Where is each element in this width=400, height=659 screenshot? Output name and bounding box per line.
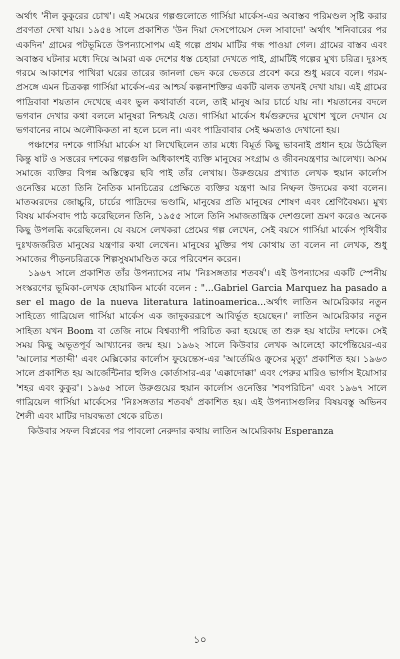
- paragraph-3: ১৯৬৭ সালে প্রকাশিত তাঁর উপন্যাসের নাম 'নিঃসঙ্গতার শতবর্ষ'। এই উপন্যাসের একটি স্পেনীয় সংস্করণের ভূমিকা-লেখক হোয়াকিন মার্কো বলেন : "...Gabriel Garcia Marquez ha pasado a ser el mago de la nueva literatura latinoamerica...অর্থাৎ লাতিন আমেরিকার নতুন সাহিত্যে গাব্রিয়েল গার্সিয়া মার্কেস এক জাদুকররূপে আবির্ভূত হয়েছেন।' লাতিন আমেরিকার নতুন সাহিত্য যখন Boom বা তেজি নামে বিশ্বব্যাপী পরিচিত করা হয়েছে তা শুরু হয় ষাটের দশকে। সেই সময় কিছু অভূতপূর্ব আখ্যানের জন্ম হয়। ১৯৬২ সালে কিউবার লেখক আলেহো কার্পেন্তিয়ের-এর 'আলোর শতাব্দী' এবং মেক্সিকোর কার্লোস ফুয়েন্তেস-এর 'আর্তেমিও ক্রুসের মৃত্যু' প্রকাশিত হয়। ১৯৬৩ সালে প্রকাশিত হয় আর্জেন্টিনার হুলিও কোর্তাসার-এর 'এক্কাদোক্কা' এবং পেরুর মারিও ভার্গাস ইয়োসার 'শহর এবং কুকুর'। ১৯৬৫ সালে উরুগুয়ের হুয়ান কার্লোস ওনেত্তির 'শবপরিচিন' এবং ১৯৬৭ সালে গাব্রিয়েল গার্সিয়া মার্কেসের 'নিঃসঙ্গতার শতবর্ষ' প্রকাশিত হয়। এই উপন্যাসগুলির বিষয়বস্তু অভিনব শৈলী এবং মাটির দায়বদ্ধতা থেকে রচিত।: [16, 268, 387, 423]
- paragraph-4: কিউবার সফল বিপ্লবের পর পাবলো নেরুদার কথায় লাতিন আমেরিকায় Esperanza: [28, 425, 334, 437]
- paragraph-1: অর্থাৎ 'নীল কুকুরের চোখ'। এই সময়ের গল্পগুলোতে গার্সিয়া মার্কেস-এর অবাস্তব পরিমণ্ডল সৃষ্টি করার প্রবণতা দেখা যায়। ১৯৫৪ সালে প্রকাশিত 'উন দিয়া দেসপোয়েস দেল সাবাদো' অর্থাৎ 'শনিবারের পর একদিন' গ্রামের পটভূমিতে উপন্যাসোপম এই গল্পে প্রথম মাটির গন্ধ পাওয়া গেল। গ্রামের বাস্তব এবং অবাস্তব ঘটনার মধ্যে দিয়ে আমরা এক দেশের ধস্ত চেহারা দেখতে পাই, গ্রামটিই গল্পের মুখ্য চরিত্র। দুঃসহ গরমে আকাশের পাখিরা ঘরের তারের জানলা ভেদ করে ভেতরে প্রবেশ করে শুধু মরবে বলে। গরম-প্রসঙ্গে এমন চিত্রকল্প গার্সিয়া মার্কেস-এর আশ্চর্য কল্পনাশক্তির একটি ঝলক তখনই দেখা যায়। এই গ্রামের পাদ্রিবাবা শয়তান দেখেছে এবং ভুল কথাবার্তা বলে, তাই মানুষ আর চার্চে যায় না। শয়তানের বদলে ভগবান দেখার কথা বললে মানুষরা নিশ্চয়ই যেত। গার্সিয়া মার্কেস ধর্মগুরুদের মুখোশ খুলে দেখান যে ভগবানের নামে অলৌকিকতা না হলে চলে না। এবং পাদ্রিবাবার সেই ক্ষমতাও দেখানো হয়।: [16, 11, 387, 137]
- page-number: ১০: [193, 635, 207, 646]
- paragraph-2: পঞ্চাশের দশকে গার্সিয়া মার্কেস যা লিখেছিলেন তার মধ্যে বিমূর্ত কিছু ভাবনাই প্রধান হয়ে উঠেছিল কিন্তু ষাট ও সত্তরের দশকের গল্পগুলি অধিকাংশই ব্যক্তি মানুষের সংগ্রাম ও জীবনযন্ত্রণার আলেখ্য। অসম সমাজে ব্যক্তির বিপন্ন অস্তিত্বের ছবি পাই তাঁর লেখায়। উরুগুয়ের প্রখ্যাত লেখক হুয়ান কার্লোস ওনেত্তির মতো তিনি নৈতিক মানচিত্রের প্রেক্ষিতে ব্যক্তির যন্ত্রণা আর নিষ্ফল উদ্যমের কথা বলেন। মাতব্বরদের জোচ্চুরি, চার্চের পাদ্রিদের ভণ্ডামি, মানুষের প্রতি মানুষের শোষণ এবং শ্রেণিবৈষম্য। মুখ্য বিষয় মার্কসবাদ পাঠ করেছিলেন তিনি, ১৯৫৫ সালে তিনি সমাজতান্ত্রিক দেশগুলো ভ্রমণ করেও অনেক কিছু উপলব্ধি করেছিলেন। যে বয়সে লেখকরা প্রেমের গল্প লেখেন, সেই বয়সে গার্সিয়া মার্কেস পৃথিবীর দুঃখজর্জরিত মানুষের যন্ত্রণার কথা লেখেন। মানুষের মুক্তির পথ কোথায় তা বলেন না লেখক, শুধু সমাজের পীড়নচরিত্রকে শিল্পসুষমামণ্ডিত করে পরিবেশন করেন।: [16, 139, 387, 266]
